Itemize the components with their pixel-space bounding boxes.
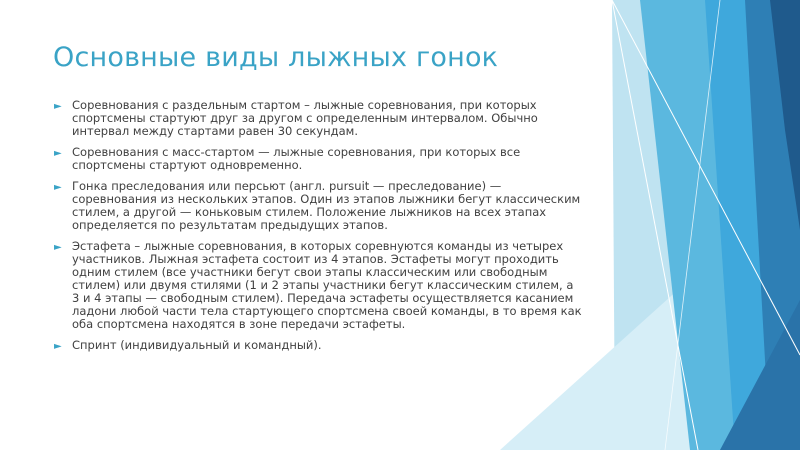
bullet-item-sprint [54, 339, 584, 352]
bullet-list [54, 99, 584, 360]
bullet-arrow-icon: ► [54, 182, 62, 193]
bullet-text: Соревнования с масс-стартом — лыжные соревнования, при которых все спортсмены стартуют одновременно. [72, 145, 521, 172]
bullet-text: Соревнования с раздельным стартом – лыжные соревнования, при которых спортсмены стартуют друг за другом с определенным интервалом. Обычно интервал между стартами равен 30 секундам. [72, 98, 538, 138]
bullet-arrow-icon: ► [54, 101, 62, 112]
bullet-arrow-icon: ► [54, 148, 62, 159]
bullet-arrow-icon: ► [54, 341, 62, 352]
bullet-item-individual-start [54, 99, 584, 138]
bullet-arrow-icon: ► [54, 242, 62, 253]
bullet-item-pursuit [54, 180, 584, 232]
bullet-text: Эстафета – лыжные соревнования, в которых соревнуются команды из четырех участников. Лыжная эстафета состоит из 4 этапов. Эстафеты могут проходить одним стилем (все участники бегут свои этапы классическим или свободным стилем) или двумя стилями (1 и 2 этапы участники бегут классическим стилем, а 3 и 4 этапы — свободным стилем). Передача эстафеты осуществляется касанием ладони любой части тела стартующего спортсмена своей команды, в то время как оба спортсмена находятся в зоне передачи эстафеты. [72, 239, 582, 331]
bullet-text: Гонка преследования или персьют (англ. pursuit — преследование) — соревнования из нескольких этапов. Один из этапов лыжники бегут классическим стилем, а другой — коньковым стилем. Положение лыжников на всех этапах определяется по результатам предыдущих этапов. [72, 179, 581, 232]
bullet-item-relay [54, 240, 584, 331]
bullet-text: Спринт (индивидуальный и командный). [72, 338, 322, 352]
bullet-item-mass-start [54, 146, 584, 172]
slide-title: Основные виды лыжных гонок [53, 42, 499, 73]
